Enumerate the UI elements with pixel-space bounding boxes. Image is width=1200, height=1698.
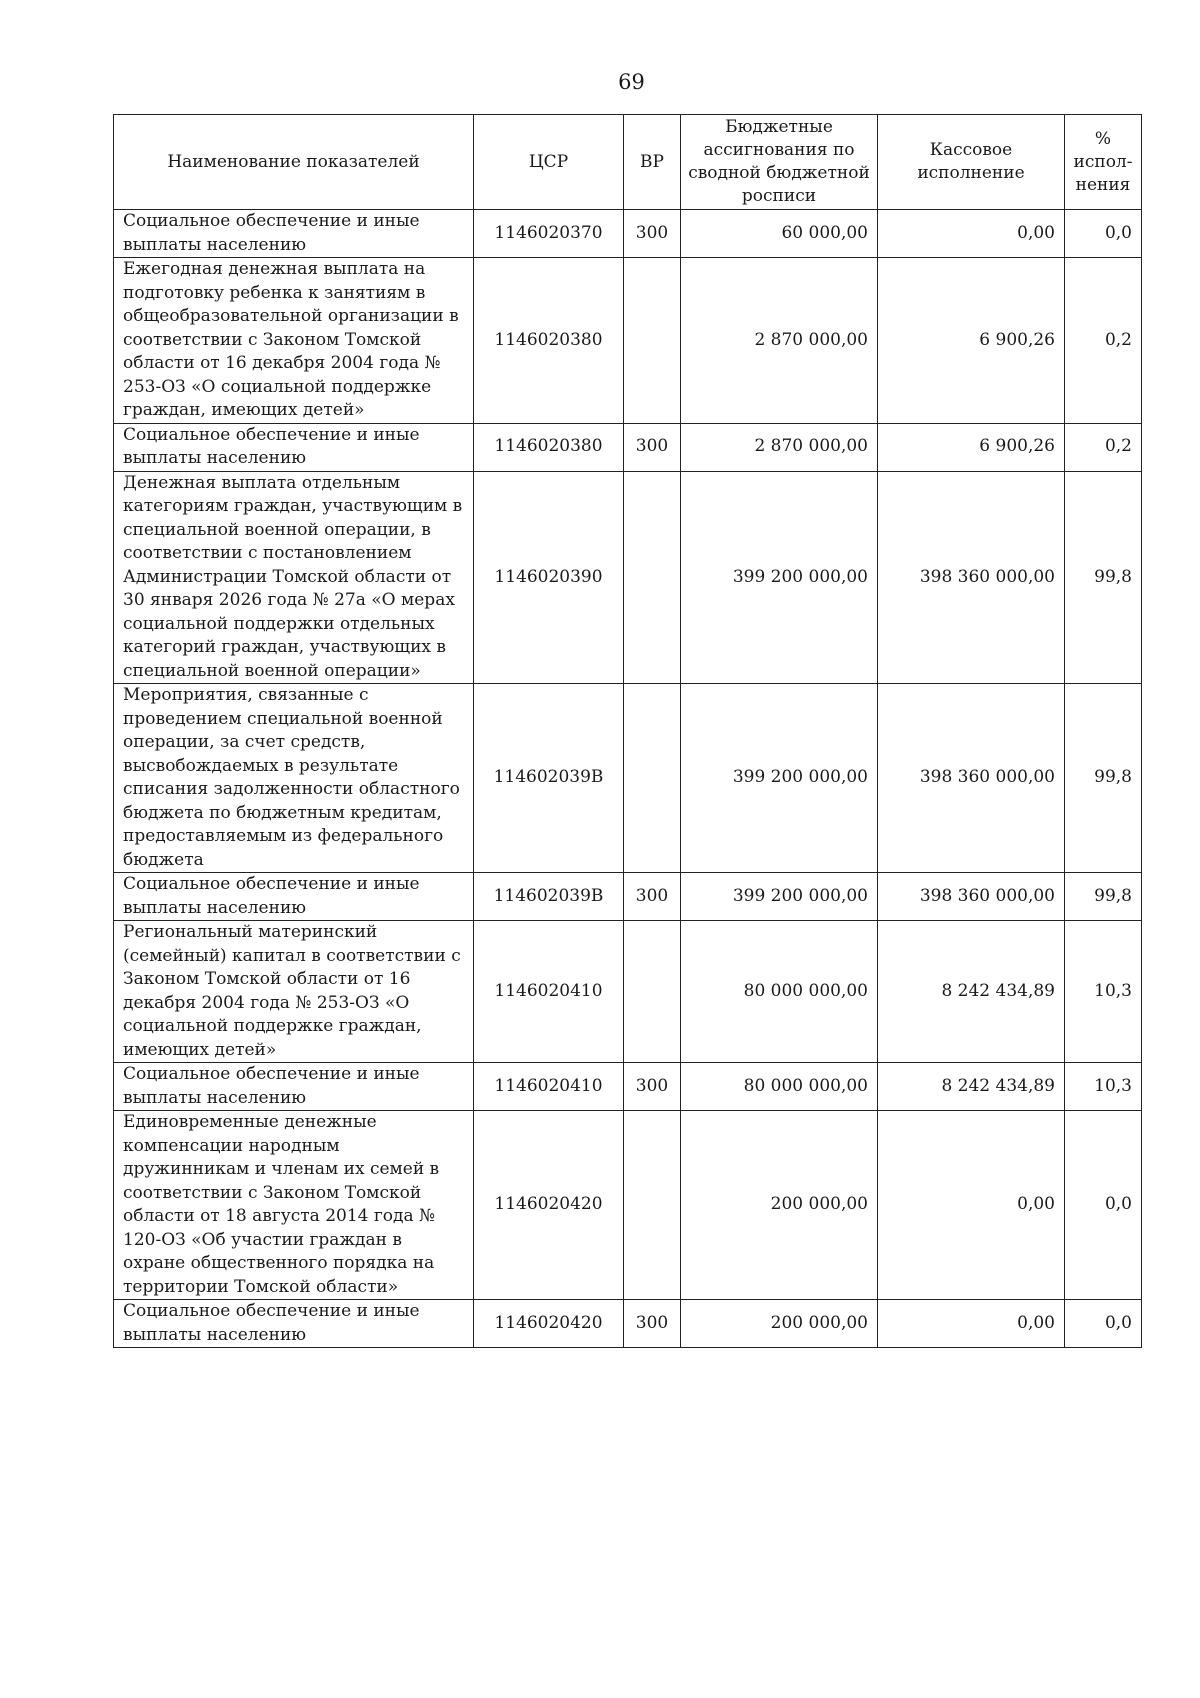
row-percent: 0,0 xyxy=(1065,1300,1142,1348)
table-row xyxy=(114,873,1142,921)
row-executed: 8 242 434,89 xyxy=(878,921,1065,1063)
row-vr xyxy=(624,921,681,1063)
row-name: Денежная выплата отдельным категориям граждан, участвующим в специальной военной операции, в соответствии с постановлением Администрации Томской области от 30 января 2026 года № 27а «О мерах социальной поддержки отдельных категорий граждан, участвующих в специальной военной операции» xyxy=(114,471,474,684)
row-assigned: 2 870 000,00 xyxy=(681,423,878,471)
table-row xyxy=(114,1063,1142,1111)
header-vr: ВР xyxy=(624,115,681,210)
row-percent: 0,2 xyxy=(1065,258,1142,424)
row-vr: 300 xyxy=(624,423,681,471)
table-row xyxy=(114,1111,1142,1300)
row-percent: 99,8 xyxy=(1065,684,1142,873)
table-row xyxy=(114,423,1142,471)
header-name: Наименование показателей xyxy=(114,115,474,210)
row-executed: 398 360 000,00 xyxy=(878,684,1065,873)
page-number: 69 xyxy=(618,70,645,94)
table-row xyxy=(114,258,1142,424)
row-assigned: 200 000,00 xyxy=(681,1300,878,1348)
row-vr xyxy=(624,471,681,684)
row-vr xyxy=(624,1111,681,1300)
row-percent: 0,0 xyxy=(1065,210,1142,258)
table-row xyxy=(114,921,1142,1063)
row-csr: 1146020370 xyxy=(474,210,624,258)
row-csr: 114602039В xyxy=(474,873,624,921)
row-csr: 1146020380 xyxy=(474,423,624,471)
table-row xyxy=(114,684,1142,873)
row-name: Социальное обеспечение и иные выплаты населению xyxy=(114,210,474,258)
row-assigned: 399 200 000,00 xyxy=(681,873,878,921)
row-executed: 398 360 000,00 xyxy=(878,873,1065,921)
row-assigned: 399 200 000,00 xyxy=(681,684,878,873)
row-csr: 1146020380 xyxy=(474,258,624,424)
row-assigned: 2 870 000,00 xyxy=(681,258,878,424)
row-executed: 6 900,26 xyxy=(878,258,1065,424)
row-executed: 0,00 xyxy=(878,210,1065,258)
row-vr: 300 xyxy=(624,1063,681,1111)
table-row xyxy=(114,210,1142,258)
row-assigned: 399 200 000,00 xyxy=(681,471,878,684)
row-name: Социальное обеспечение и иные выплаты населению xyxy=(114,1063,474,1111)
row-percent: 99,8 xyxy=(1065,873,1142,921)
row-percent: 10,3 xyxy=(1065,1063,1142,1111)
row-name: Ежегодная денежная выплата на подготовку ребенка к занятиям в общеобразовательной организации в соответствии с Законом Томской области от 16 декабря 2004 года № 253-ОЗ «О социальной поддержке граждан, имеющих детей» xyxy=(114,258,474,424)
row-name: Мероприятия, связанные с проведением специальной военной операции, за счет средств, высвобождаемых в результате списания задолженности областного бюджета по бюджетным кредитам, предоставляемым из федерального бюджета xyxy=(114,684,474,873)
row-assigned: 60 000,00 xyxy=(681,210,878,258)
header-assigned: Бюджетные ассигнования по сводной бюджетной росписи xyxy=(681,115,878,210)
header-executed: Кассовое исполнение xyxy=(878,115,1065,210)
row-vr xyxy=(624,258,681,424)
row-percent: 0,2 xyxy=(1065,423,1142,471)
row-percent: 10,3 xyxy=(1065,921,1142,1063)
header-percent: % испол-нения xyxy=(1065,115,1142,210)
row-percent: 99,8 xyxy=(1065,471,1142,684)
row-assigned: 200 000,00 xyxy=(681,1111,878,1300)
row-executed: 8 242 434,89 xyxy=(878,1063,1065,1111)
row-csr: 1146020410 xyxy=(474,1063,624,1111)
row-csr: 1146020390 xyxy=(474,471,624,684)
row-executed: 0,00 xyxy=(878,1111,1065,1300)
row-executed: 0,00 xyxy=(878,1300,1065,1348)
row-vr: 300 xyxy=(624,873,681,921)
table-row xyxy=(114,1300,1142,1348)
row-csr: 1146020420 xyxy=(474,1111,624,1300)
row-name: Социальное обеспечение и иные выплаты населению xyxy=(114,423,474,471)
row-vr xyxy=(624,684,681,873)
row-name: Социальное обеспечение и иные выплаты населению xyxy=(114,1300,474,1348)
row-csr: 1146020410 xyxy=(474,921,624,1063)
row-vr: 300 xyxy=(624,210,681,258)
row-executed: 398 360 000,00 xyxy=(878,471,1065,684)
row-percent: 0,0 xyxy=(1065,1111,1142,1300)
row-csr: 1146020420 xyxy=(474,1300,624,1348)
header-csr: ЦСР xyxy=(474,115,624,210)
row-name: Региональный материнский (семейный) капитал в соответствии с Законом Томской области от 16 декабря 2004 года № 253-ОЗ «О социальной поддержке граждан, имеющих детей» xyxy=(114,921,474,1063)
table-row xyxy=(114,471,1142,684)
table-header-row xyxy=(114,115,1142,210)
budget-execution-table xyxy=(113,114,1142,1348)
row-assigned: 80 000 000,00 xyxy=(681,1063,878,1111)
row-vr: 300 xyxy=(624,1300,681,1348)
row-name: Единовременные денежные компенсации народным дружинникам и членам их семей в соответствии с Законом Томской области от 18 августа 2014 года № 120-ОЗ «Об участии граждан в охране общественного порядка на территории Томской области» xyxy=(114,1111,474,1300)
row-executed: 6 900,26 xyxy=(878,423,1065,471)
row-csr: 114602039В xyxy=(474,684,624,873)
row-assigned: 80 000 000,00 xyxy=(681,921,878,1063)
row-name: Социальное обеспечение и иные выплаты населению xyxy=(114,873,474,921)
